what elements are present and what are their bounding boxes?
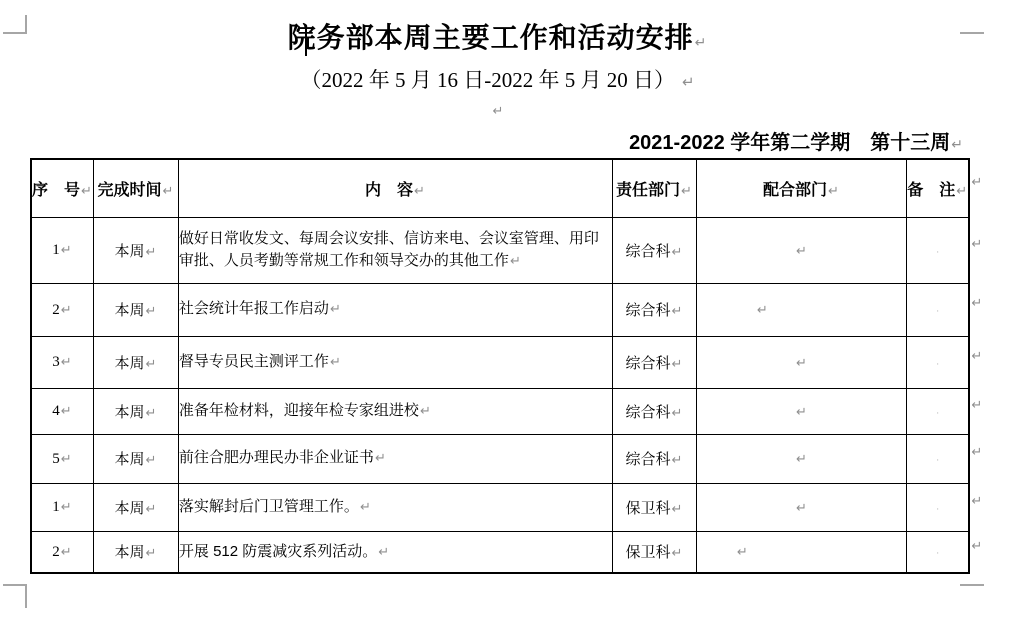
paragraph-mark-icon: ↵ <box>509 254 521 269</box>
row-end-mark-icon: ↵ <box>971 397 983 413</box>
completion-time-value: 本周 <box>114 451 145 468</box>
content-text: 落实解封后门卫管理工作。 <box>178 497 359 515</box>
responsible-dept-cell <box>612 483 696 531</box>
responsible-dept-value: 保卫科 <box>625 499 671 517</box>
responsible-dept-cell <box>612 388 696 434</box>
cell-mark-dot: · <box>936 504 940 515</box>
cooperating-dept-cell <box>696 483 906 531</box>
paragraph-mark-icon: ↵ <box>60 451 72 467</box>
paragraph-mark-icon: ↵ <box>145 546 157 562</box>
cell-mark-dot: · <box>936 307 940 317</box>
paragraph-mark-icon: ↵ <box>60 500 72 515</box>
content-cell <box>178 531 612 573</box>
header-remarks <box>906 159 969 217</box>
paragraph-mark-icon: ↵ <box>956 183 968 199</box>
cell-mark-dot: · <box>936 359 940 370</box>
header-responsible-dept-label: 责任部门 <box>615 181 680 199</box>
paragraph-mark-icon: ↵ <box>681 73 695 91</box>
completion-time-cell <box>93 531 178 573</box>
row-end-marker <box>969 483 993 531</box>
content-text: 做好日常收发文、每周会议安排、信访来电、会议室管理、用印审批、人员考勤等常规工作和领导交办的其他工作 <box>178 229 599 269</box>
header-content-label: 内 容 <box>364 181 413 199</box>
serial-cell <box>31 531 93 573</box>
serial-number: 1 <box>52 242 60 258</box>
paragraph-mark-icon: ↵ <box>145 304 157 319</box>
page-subtitle <box>28 64 968 94</box>
serial-cell <box>31 283 93 336</box>
content-text: 开展 512 防震减灾系列活动。 <box>178 542 378 560</box>
responsible-dept-value: 保卫科 <box>625 544 671 562</box>
content-cell <box>178 336 612 388</box>
paragraph-mark-icon: ↵ <box>795 452 807 467</box>
responsible-dept-value: 综合科 <box>625 403 671 421</box>
cell-mark-dot: · <box>936 247 940 258</box>
completion-time-cell <box>93 434 178 483</box>
row-end-mark-icon: ↵ <box>971 445 983 460</box>
cell-mark-dot: · <box>936 549 940 560</box>
completion-time-cell <box>93 336 178 388</box>
cooperating-dept-cell <box>696 283 906 336</box>
serial-cell <box>31 388 93 434</box>
content-text: 前往合肥办理民办非企业证书 <box>178 449 374 467</box>
paragraph-mark-icon: ↵ <box>359 499 371 515</box>
remarks-cell <box>906 217 969 283</box>
row-end-marker <box>969 283 993 336</box>
paragraph-mark-icon: ↵ <box>671 356 683 372</box>
completion-time-value: 本周 <box>114 544 145 562</box>
serial-cell <box>31 483 93 531</box>
remarks-cell <box>906 434 969 483</box>
paragraph-mark-icon: ↵ <box>145 453 157 468</box>
paragraph-mark-icon: ↵ <box>671 546 683 562</box>
serial-cell <box>31 336 93 388</box>
row-end-mark-icon: ↵ <box>971 174 983 190</box>
cell-mark-dot: · <box>936 456 940 466</box>
paragraph-mark-icon: ↵ <box>680 183 692 199</box>
table-row <box>31 434 993 483</box>
header-completion-time-label: 完成时间 <box>97 181 162 199</box>
header-completion-time <box>93 159 178 217</box>
remarks-cell <box>906 531 969 573</box>
row-end-mark-icon: ↵ <box>971 538 983 554</box>
paragraph-mark-icon: ↵ <box>795 500 807 516</box>
table-row <box>31 531 993 573</box>
table-row <box>31 483 993 531</box>
remarks-cell <box>906 388 969 434</box>
serial-number: 2 <box>52 543 60 560</box>
paragraph-mark-icon: ↵ <box>60 302 72 318</box>
completion-time-cell <box>93 217 178 283</box>
row-end-marker <box>969 434 993 483</box>
responsible-dept-value: 综合科 <box>625 302 671 319</box>
term-week-text: 2021-2022 学年第二学期 第十三周 <box>629 132 951 154</box>
paragraph-mark-icon: ↵ <box>795 243 807 259</box>
responsible-dept-cell <box>612 217 696 283</box>
table-row <box>31 336 993 388</box>
empty-paragraph <box>28 102 968 120</box>
table-row <box>31 388 993 434</box>
crop-mark-bottom-right-h <box>960 584 984 586</box>
paragraph-mark-icon: ↵ <box>795 355 807 371</box>
responsible-dept-cell <box>612 283 696 336</box>
header-remarks-label: 备 注 <box>907 181 956 199</box>
content-text: 督导专员民主测评工作 <box>178 352 329 370</box>
paragraph-mark-icon: ↵ <box>756 303 768 318</box>
paragraph-mark-icon: ↵ <box>145 405 157 421</box>
page-title-text: 院务部本周主要工作和活动安排 <box>287 22 694 53</box>
paragraph-mark-icon: ↵ <box>827 183 839 199</box>
row-end-mark-icon: ↵ <box>971 236 983 252</box>
content-cell <box>178 283 612 336</box>
serial-number: 5 <box>52 450 60 467</box>
paragraph-mark-icon: ↵ <box>378 544 390 560</box>
serial-number: 3 <box>52 354 60 370</box>
row-end-marker <box>969 159 993 217</box>
row-end-marker <box>969 388 993 434</box>
table-header-row <box>31 159 993 217</box>
paragraph-mark-icon: ↵ <box>145 244 157 260</box>
completion-time-cell <box>93 388 178 434</box>
responsible-dept-value: 综合科 <box>625 242 671 260</box>
crop-mark-top-left-h <box>3 32 27 34</box>
header-cooperating-dept <box>696 159 906 217</box>
page-subtitle-text: （2022 年 5 月 16 日-2022 年 5 月 20 日） <box>300 68 675 92</box>
schedule-table <box>30 158 994 574</box>
content-cell <box>178 217 612 283</box>
remarks-cell <box>906 283 969 336</box>
cooperating-dept-cell <box>696 336 906 388</box>
content-cell <box>178 388 612 434</box>
serial-number: 4 <box>52 403 60 419</box>
paragraph-mark-icon: ↵ <box>60 544 72 560</box>
paragraph-mark-icon: ↵ <box>413 183 425 199</box>
row-end-marker <box>969 336 993 388</box>
paragraph-mark-icon: ↵ <box>694 35 708 51</box>
crop-mark-bottom-left-v <box>25 584 27 608</box>
responsible-dept-value: 综合科 <box>625 451 671 468</box>
row-end-marker <box>969 531 993 573</box>
completion-time-cell <box>93 283 178 336</box>
responsible-dept-cell <box>612 434 696 483</box>
cooperating-dept-cell <box>696 217 906 283</box>
table-row <box>31 217 993 283</box>
paragraph-mark-icon: ↵ <box>162 183 174 199</box>
term-week-line <box>28 126 964 155</box>
completion-time-value: 本周 <box>114 499 145 517</box>
paragraph-mark-icon: ↵ <box>671 304 683 319</box>
cooperating-dept-cell <box>696 531 906 573</box>
paragraph-mark-icon: ↵ <box>419 403 431 419</box>
content-cell <box>178 434 612 483</box>
content-text: 社会统计年报工作启动 <box>178 300 329 318</box>
content-cell <box>178 483 612 531</box>
crop-mark-bottom-left-h <box>3 584 27 586</box>
paragraph-mark-icon: ↵ <box>145 356 157 372</box>
paragraph-mark-icon: ↵ <box>951 137 963 153</box>
paragraph-mark-icon: ↵ <box>795 404 807 420</box>
responsible-dept-value: 综合科 <box>625 354 671 372</box>
serial-cell <box>31 217 93 283</box>
paragraph-mark-icon: ↵ <box>374 451 386 467</box>
completion-time-value: 本周 <box>114 354 145 372</box>
row-end-mark-icon: ↵ <box>971 348 983 364</box>
header-responsible-dept <box>612 159 696 217</box>
paragraph-mark-icon: ↵ <box>492 104 504 119</box>
paragraph-mark-icon: ↵ <box>329 354 341 370</box>
completion-time-value: 本周 <box>114 242 145 260</box>
header-content <box>178 159 612 217</box>
remarks-cell <box>906 483 969 531</box>
row-end-mark-icon: ↵ <box>971 296 983 311</box>
completion-time-value: 本周 <box>114 302 145 319</box>
paragraph-mark-icon: ↵ <box>329 302 341 318</box>
table-row <box>31 283 993 336</box>
responsible-dept-cell <box>612 336 696 388</box>
serial-number: 1 <box>52 499 60 515</box>
header-serial <box>31 159 93 217</box>
paragraph-mark-icon: ↵ <box>60 243 72 258</box>
cell-mark-dot: · <box>936 408 940 419</box>
row-end-mark-icon: ↵ <box>971 493 983 509</box>
paragraph-mark-icon: ↵ <box>671 501 683 517</box>
paragraph-mark-icon: ↵ <box>81 183 92 199</box>
serial-cell <box>31 434 93 483</box>
completion-time-cell <box>93 483 178 531</box>
responsible-dept-cell <box>612 531 696 573</box>
paragraph-mark-icon: ↵ <box>145 501 157 517</box>
cooperating-dept-cell <box>696 434 906 483</box>
header-serial-label: 序 号 <box>32 181 81 199</box>
remarks-cell <box>906 336 969 388</box>
content-text: 准备年检材料，迎接年检专家组进校 <box>178 401 419 419</box>
paragraph-mark-icon: ↵ <box>671 405 683 421</box>
serial-number: 2 <box>52 301 60 318</box>
page-title <box>28 16 968 56</box>
paragraph-mark-icon: ↵ <box>60 404 72 419</box>
paragraph-mark-icon: ↵ <box>671 244 683 260</box>
header-cooperating-dept-label: 配合部门 <box>762 181 827 199</box>
row-end-marker <box>969 217 993 283</box>
paragraph-mark-icon: ↵ <box>736 545 748 561</box>
cooperating-dept-cell <box>696 388 906 434</box>
paragraph-mark-icon: ↵ <box>671 453 683 468</box>
paragraph-mark-icon: ↵ <box>60 355 72 370</box>
completion-time-value: 本周 <box>114 403 145 421</box>
